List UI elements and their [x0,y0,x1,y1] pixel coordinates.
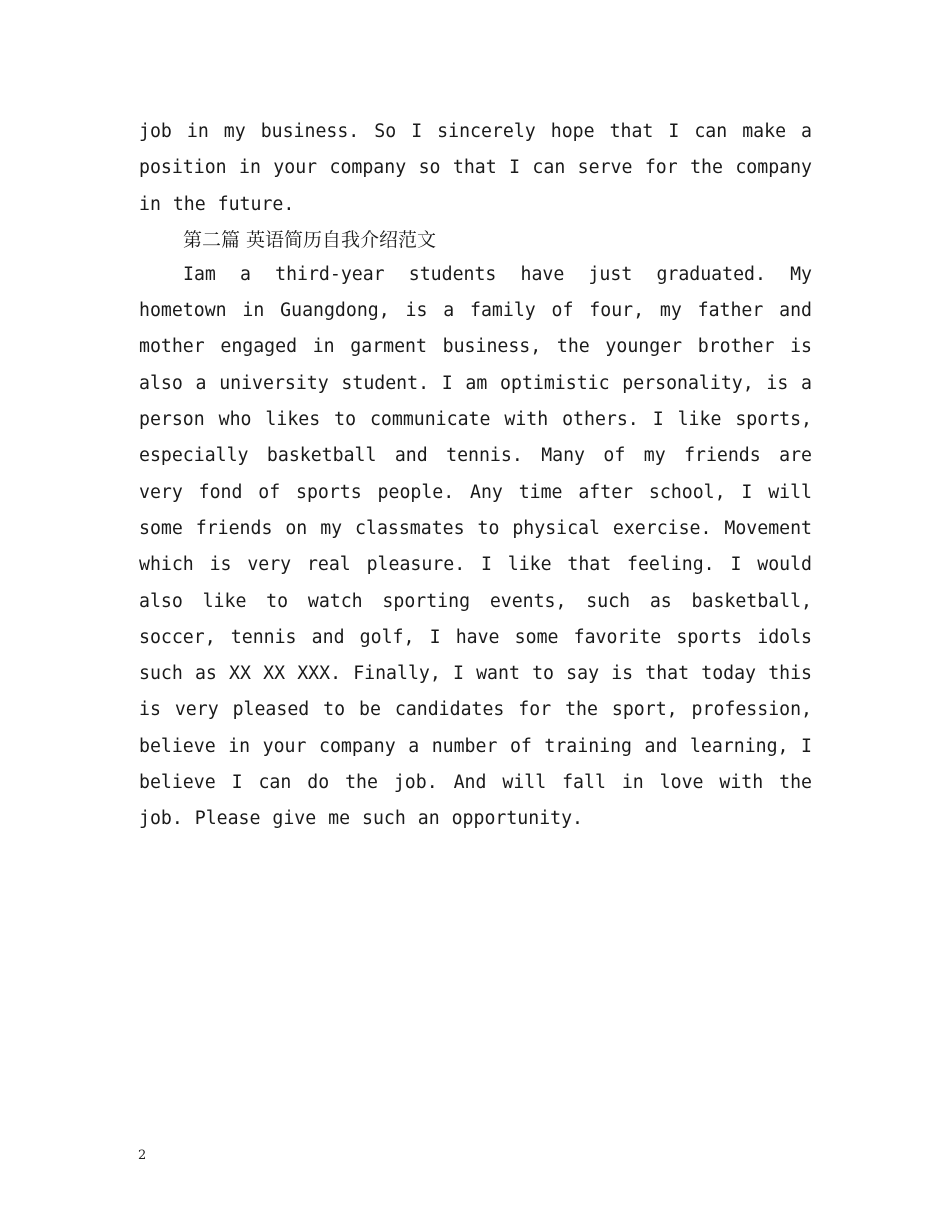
page-content [139,114,812,838]
body-paragraph: Iam a third-year students have just graduated. My hometown in Guangdong, is a family of four, my father and mother engaged in garment business, the younger brother is also a university student. I am optimistic personality, is a person who likes to communicate with others. I like sports, especially basketball and tennis. Many of my friends are very fond of sports people. Any time after school, I will some friends on my classmates to physical exercise. Movement which is very real pleasure. I like that feeling. I would also like to watch sporting events, such as basketball, soccer, tennis and golf, I have some favorite sports idols such as XX XX XXX. Finally, I want to say is that today this is very pleased to be candidates for the sport, profession, believe in your company a number of training and learning, I believe I can do the job. And will fall in love with the job. Please give me such an opportunity. [139,263,812,830]
page-number: 2 [138,1148,147,1163]
section-heading: 第二篇 英语简历自我介绍范文 [183,228,437,251]
continuation-paragraph: job in my business. So I sincerely hope that I can make a position in your company so that I can serve for the company in the future. [139,121,812,215]
